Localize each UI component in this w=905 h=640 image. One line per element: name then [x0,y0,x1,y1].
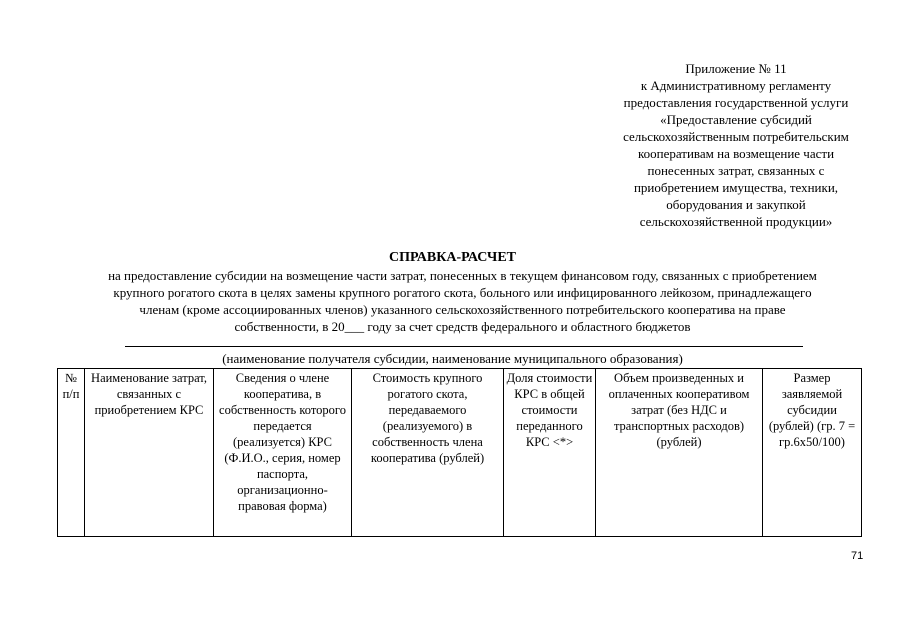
header-cell-number: № п/п [58,369,85,537]
appendix-line: оборудования и закупкой [666,197,806,212]
appendix-line: «Предоставление субсидий [660,112,812,127]
document-title: СПРАВКА-РАСЧЕТ [388,250,517,265]
subtitle-line: крупного рогатого скота в целях замены крупного рогатого скота, больного или инфицированного лейкозом, принадлежащего [113,285,812,300]
header-cell-cost-share: Доля стоимости КРС в общей стоимости переданного КРС <*> [504,369,596,537]
page-number: 71 [851,550,864,562]
document-subtitle [50,267,875,335]
appendix-line: сельскохозяйственным потребительским [623,129,849,144]
header-cell-member-info: Сведения о члене кооператива, в собственность которого передается (реализуется) КРС (Ф.И.О., серия, номер паспорта, организационно-правовая форма) [214,369,352,537]
header-cell-cost-name: Наименование затрат, связанных с приобретением КРС [85,369,214,537]
subtitle-line: собственности, в 20___ году за счет средств федерального и областного бюджетов [234,319,691,334]
appendix-line: Приложение № 11 [685,61,787,76]
recipient-blank-line [125,346,803,347]
table-header-row [58,369,862,537]
appendix-line: кооперативам на возмещение части [637,146,835,161]
appendix-line: сельскохозяйственной продукции» [639,214,833,229]
appendix-line: понесенных затрат, связанных с [647,163,825,178]
subtitle-line: на предоставление субсидии на возмещение части затрат, понесенных в текущем финансовом году, связанных с приобретением [108,268,817,283]
subtitle-line: членам (кроме ассоциированных членов) указанного сельскохозяйственного потребительского кооператива на праве [139,302,786,317]
recipient-caption: (наименование получателя субсидии, наименование муниципального образования) [222,351,683,366]
appendix-line: к Административному регламенту [640,78,832,93]
appendix-reference [582,60,890,230]
header-cell-subsidy-amount: Размер заявляемой субсидии (рублей) (гр. 7 = гр.6х50/100) [763,369,862,537]
header-cell-expense-volume: Объем произведенных и оплаченных кооперативом затрат (без НДС и транспортных расходов) (рублей) [596,369,763,537]
appendix-line: предоставления государственной услуги [623,95,849,110]
calculation-table [57,368,862,537]
header-cell-cattle-cost: Стоимость крупного рогатого скота, передаваемого (реализуемого) в собственность члена кооператива (рублей) [352,369,504,537]
appendix-line: приобретением имущества, техники, [633,180,839,195]
